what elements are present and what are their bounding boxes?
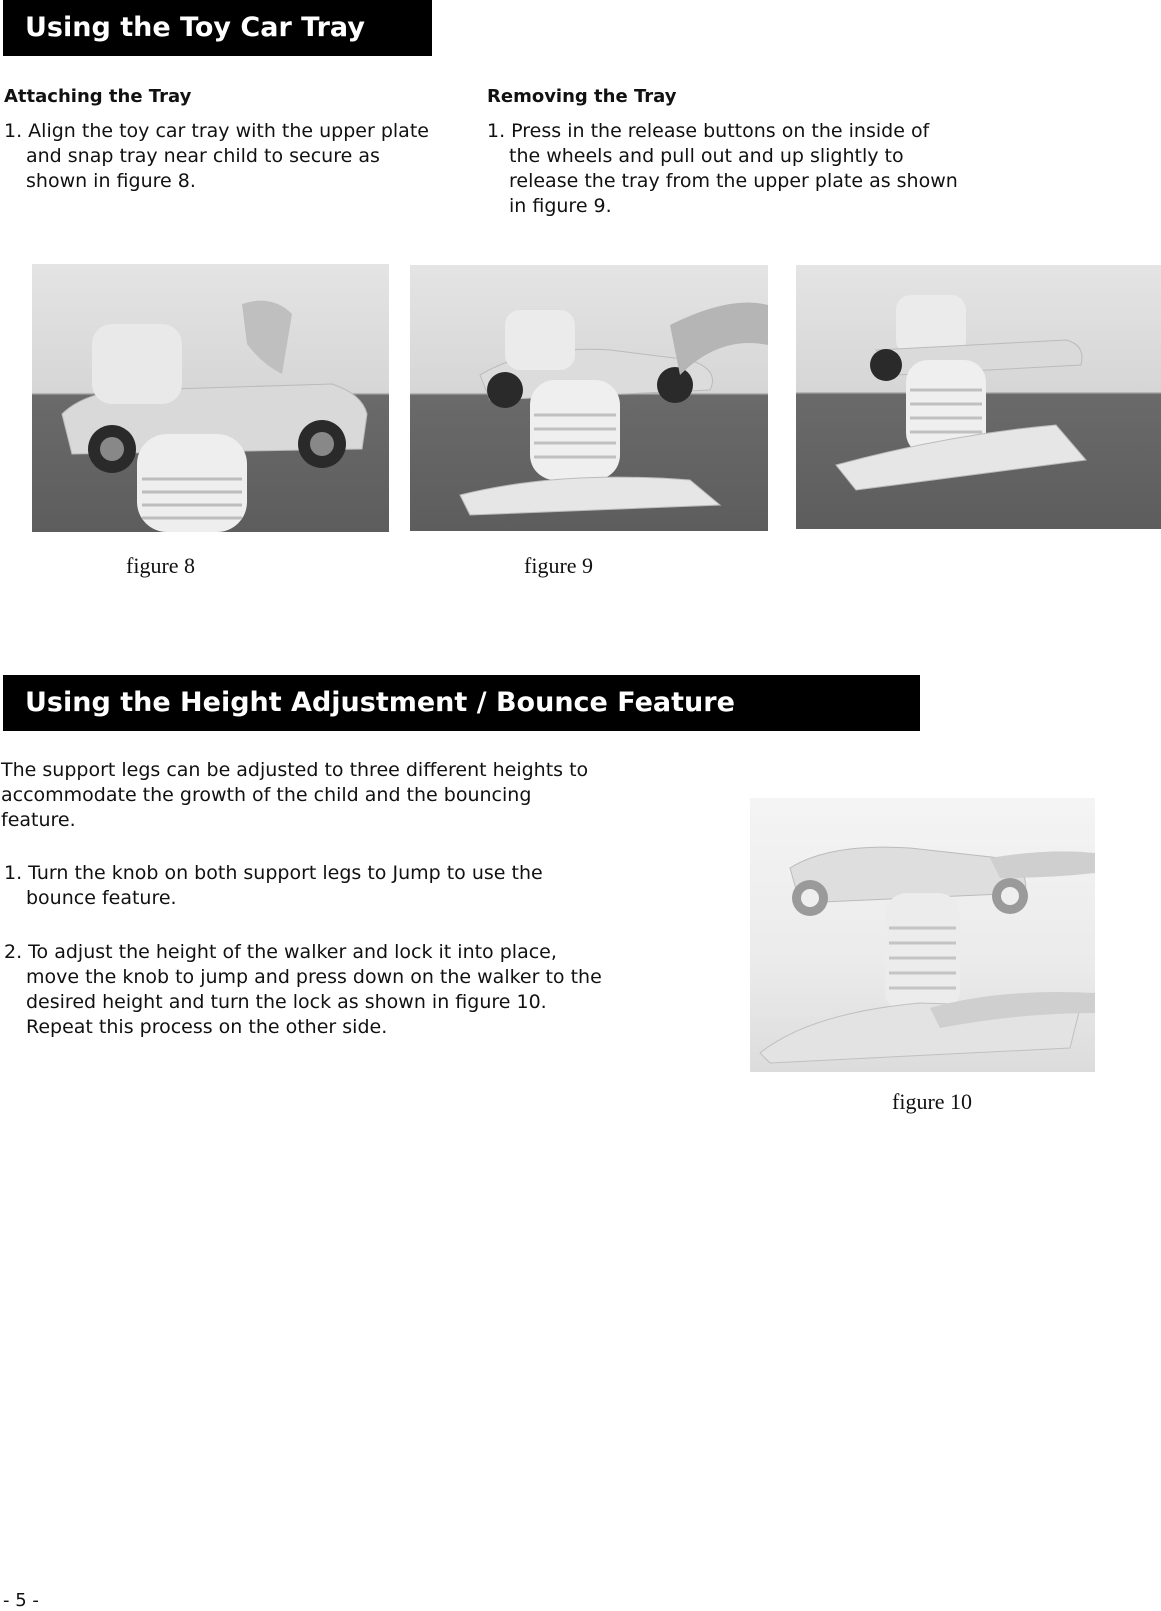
figure-8-photo xyxy=(32,264,389,532)
figure-9-caption: figure 9 xyxy=(524,553,594,578)
section-title-height-adjustment: Using the Height Adjustment / Bounce Feature xyxy=(3,675,920,731)
height-step-1: 1. Turn the knob on both support legs to Jump to use the bounce feature. xyxy=(4,862,543,909)
removing-tray-heading: Removing the Tray xyxy=(487,86,677,107)
figure-10-caption: figure 10 xyxy=(892,1089,973,1114)
attaching-tray-heading: Attaching the Tray xyxy=(4,86,192,107)
section-title-toy-car-tray: Using the Toy Car Tray xyxy=(3,0,432,56)
page-number: - 5 - xyxy=(3,1590,39,1611)
tray-removed-photo xyxy=(796,265,1161,529)
figure-10-photo xyxy=(750,798,1095,1072)
figure-9-photo xyxy=(410,265,768,531)
attaching-step-1: 1. Align the toy car tray with the upper plate and snap tray near child to secure as shown in figure 8. xyxy=(4,120,429,192)
height-adjustment-intro: The support legs can be adjusted to three different heights to accommodate the growth of the child and the bouncing feature. xyxy=(1,759,589,831)
removing-step-1: 1. Press in the release buttons on the inside of the wheels and pull out and up slightly to release the tray from the upper plate as shown in figure 9. xyxy=(487,120,958,217)
figure-8-caption: figure 8 xyxy=(126,553,196,578)
height-step-2: 2. To adjust the height of the walker and lock it into place, move the knob to jump and press down on the walker to the desired height and turn the lock as shown in figure 10. Repeat this process on the other side. xyxy=(4,941,602,1038)
